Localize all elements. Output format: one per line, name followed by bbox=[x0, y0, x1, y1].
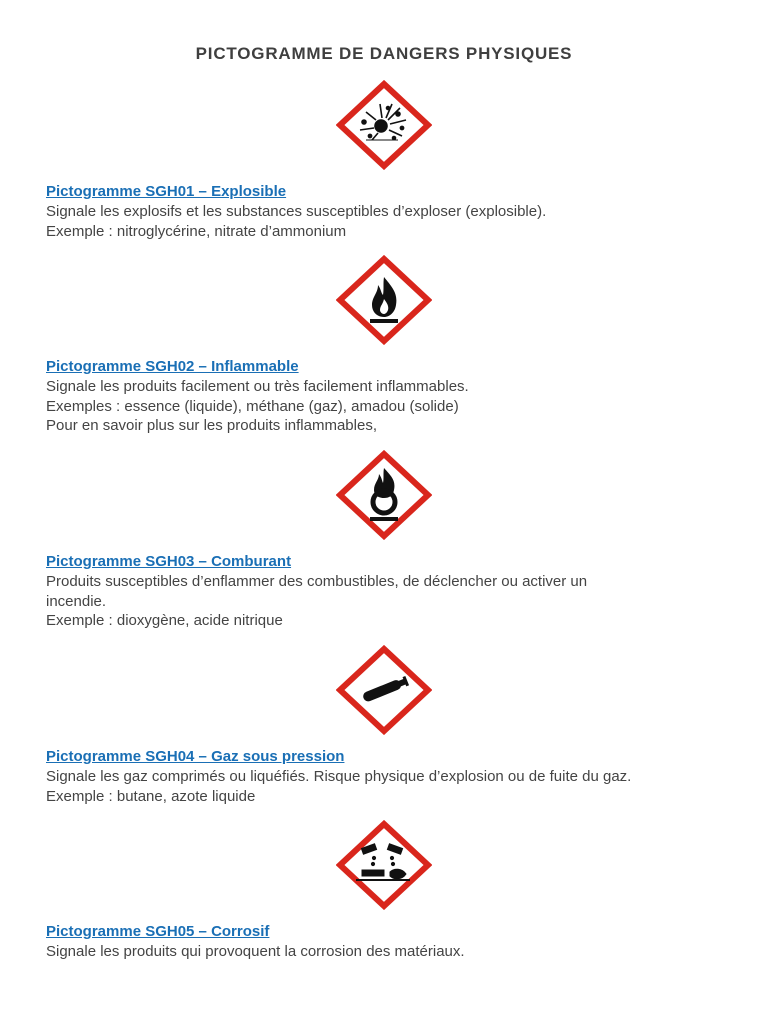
sgh04-link[interactable]: Pictogramme SGH04 – Gaz sous pression bbox=[46, 748, 345, 765]
flame-icon bbox=[336, 255, 432, 345]
explosive-icon bbox=[336, 80, 432, 170]
sgh02-description: Signale les produits facilement ou très facilement inflammables. bbox=[46, 378, 469, 395]
sgh02-link[interactable]: Pictogramme SGH02 – Inflammable bbox=[46, 358, 299, 375]
sgh05-description: Signale les produits qui provoquent la corrosion des matériaux. bbox=[46, 943, 465, 960]
entry-sgh01 bbox=[46, 182, 726, 241]
sgh01-description: Signale les explosifs et les substances susceptibles d’exploser (explosible). bbox=[46, 203, 547, 220]
sgh03-description: Produits susceptibles d’enflammer des combustibles, de déclencher ou activer un bbox=[46, 573, 588, 590]
sgh03-link[interactable]: Pictogramme SGH03 – Comburant bbox=[46, 553, 292, 570]
sgh02-more-info: Pour en savoir plus sur les produits inflammables, bbox=[46, 417, 377, 435]
sgh01-link[interactable]: Pictogramme SGH01 – Explosible bbox=[46, 183, 287, 200]
sgh04-example: Exemple : butane, azote liquide bbox=[46, 787, 256, 805]
sgh04-description: Signale les gaz comprimés ou liquéfiés. Risque physique d’explosion ou de fuite du gaz. bbox=[46, 768, 632, 785]
entry-sgh03 bbox=[46, 552, 726, 631]
sgh03-description-cont: incendie. bbox=[46, 592, 107, 610]
flame-over-circle-icon bbox=[336, 450, 432, 540]
gas-cylinder-icon bbox=[336, 645, 432, 735]
corrosion-icon bbox=[336, 820, 432, 910]
entry-sgh04 bbox=[46, 747, 726, 806]
sgh01-example: Exemple : nitroglycérine, nitrate d’ammonium bbox=[46, 222, 347, 240]
sgh05-link[interactable]: Pictogramme SGH05 – Corrosif bbox=[46, 923, 270, 940]
entry-sgh02 bbox=[46, 357, 726, 436]
entry-sgh05 bbox=[46, 922, 726, 962]
page-title: PICTOGRAMME DE DANGERS PHYSIQUES bbox=[195, 44, 573, 63]
sgh02-examples: Exemples : essence (liquide), méthane (gaz), amadou (solide) bbox=[46, 397, 459, 415]
sgh03-example: Exemple : dioxygène, acide nitrique bbox=[46, 612, 283, 630]
